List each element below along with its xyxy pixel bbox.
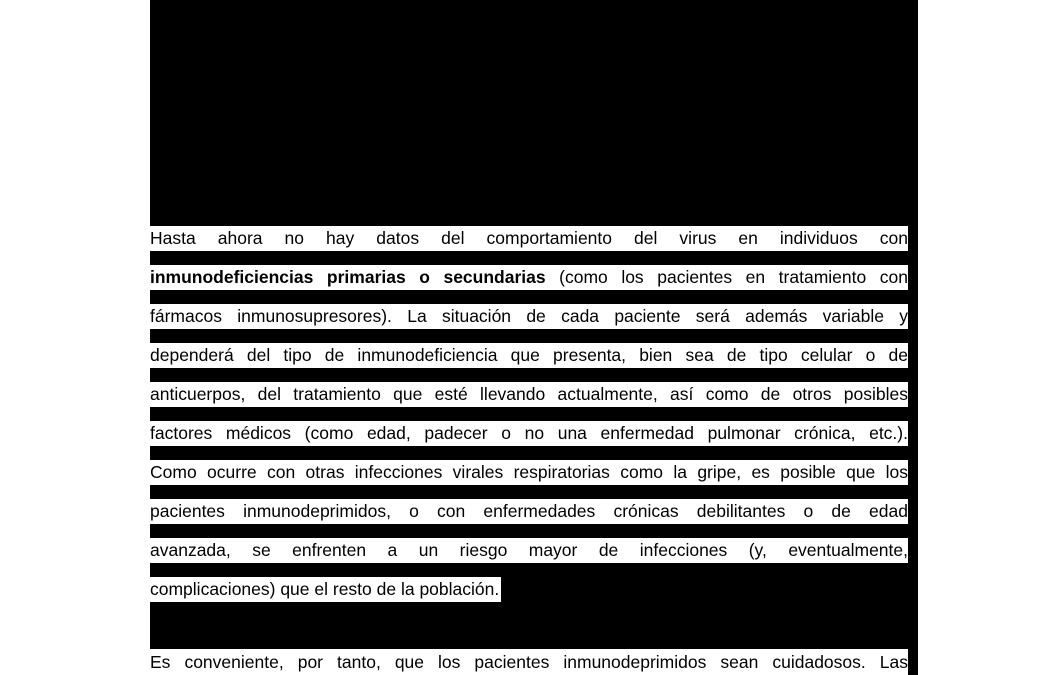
text-line: anticuerpos, del tratamiento que esté llevando actualmente, así como de otros posibles: [150, 376, 908, 415]
text-line: dependerá del tipo de inmunodeficiencia que presenta, bien sea de tipo celular o de: [150, 337, 908, 376]
paragraph-immunodeficiency: [150, 220, 908, 610]
text-line: factores médicos (como edad, padecer o no una enfermedad pulmonar crónica, etc.).: [150, 415, 908, 454]
text-line: Como ocurre con otras infecciones virales respiratorias como la gripe, es posible que los: [150, 454, 908, 493]
text-line: Hasta ahora no hay datos del comportamiento del virus en individuos con: [150, 220, 908, 259]
text-line: Es conveniente, por tanto, que los pacientes inmunodeprimidos sean cuidadosos. Las: [150, 649, 908, 675]
text-line: complicaciones) que el resto de la población.: [150, 571, 908, 610]
text-line: inmunodeficiencias primarias o secundarias (como los pacientes en tratamiento con: [150, 259, 908, 298]
text-line: pacientes inmunodeprimidos, o con enfermedades crónicas debilitantes o de edad: [150, 493, 908, 532]
text-line: fármacos inmunosupresores). La situación de cada paciente será además variable y: [150, 298, 908, 337]
text-line: avanzada, se enfrenten a un riesgo mayor de infecciones (y, eventualmente,: [150, 532, 908, 571]
paragraph-recommendation: [150, 649, 908, 675]
bold-phrase: inmunodeficiencias primarias o secundarias: [150, 267, 546, 287]
